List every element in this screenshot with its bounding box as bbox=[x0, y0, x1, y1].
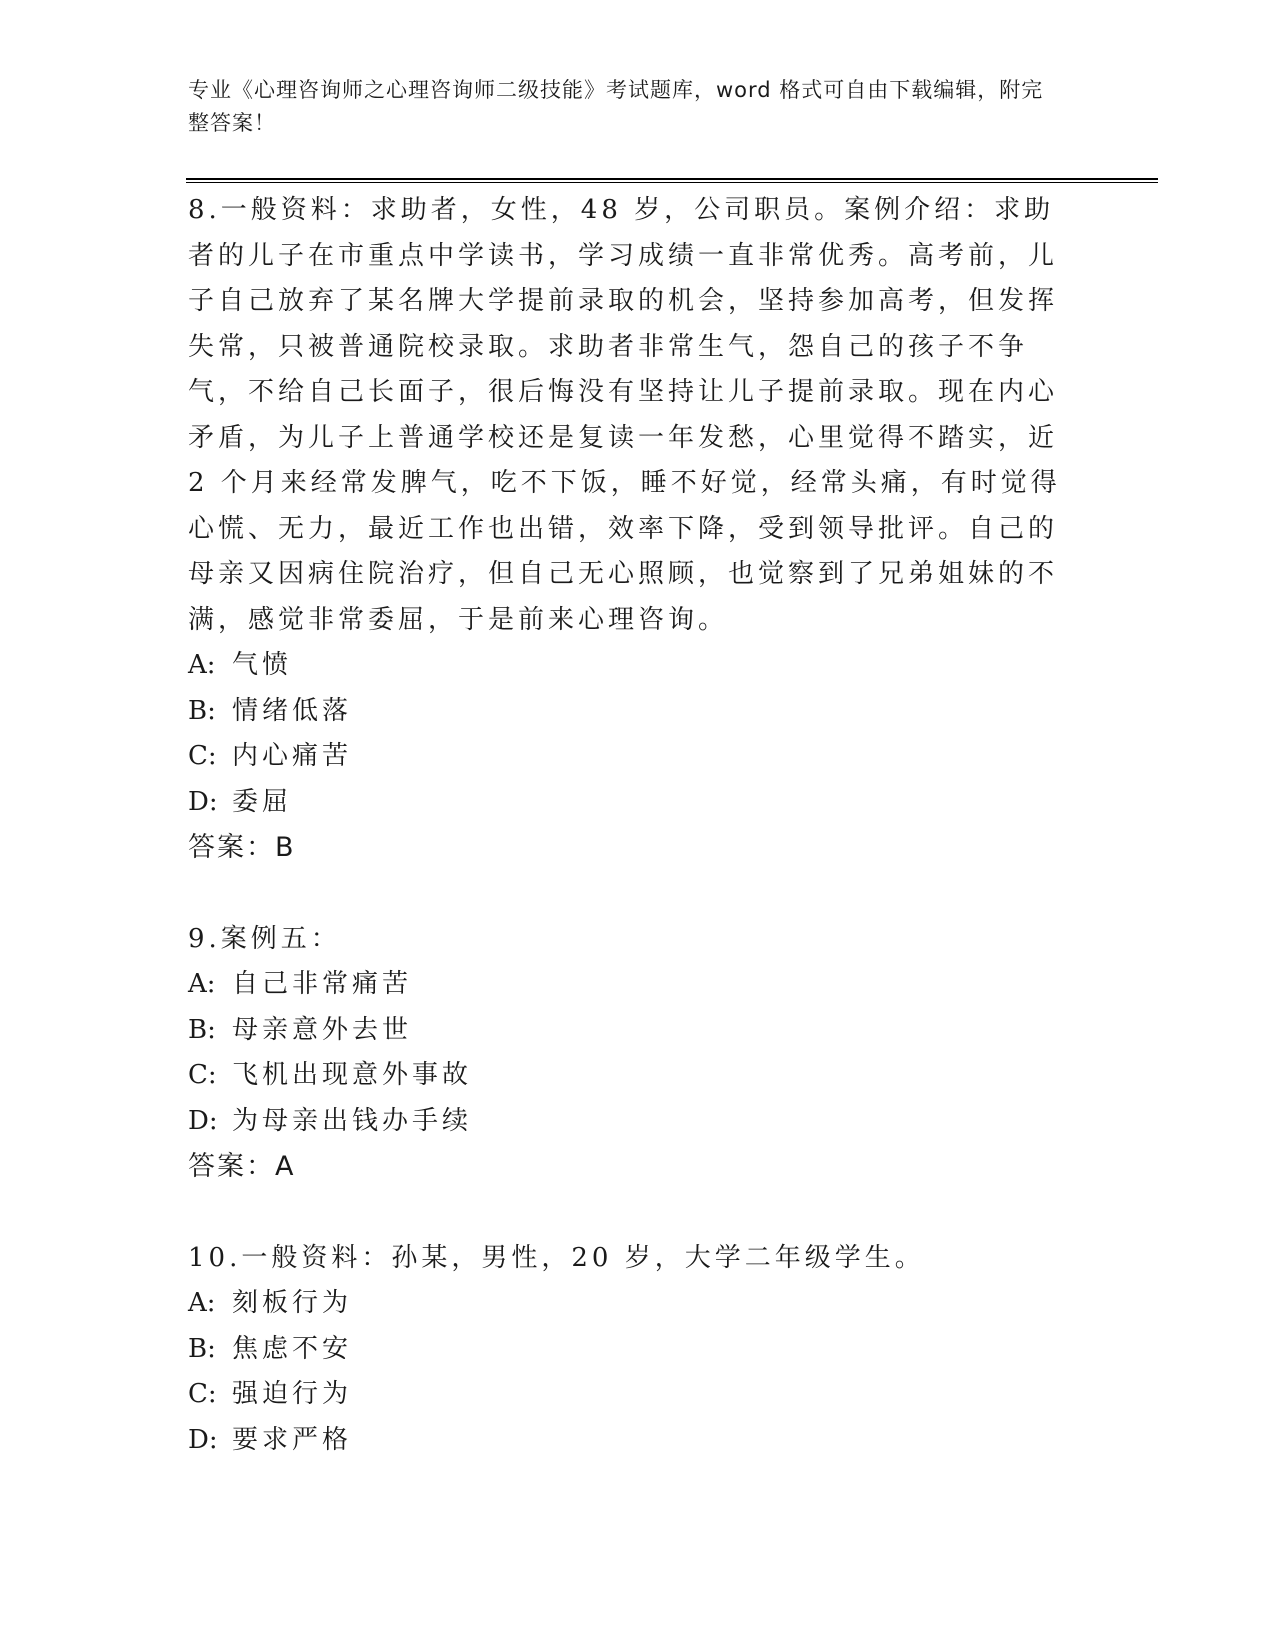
spacer bbox=[188, 871, 1068, 917]
option-key: A: bbox=[188, 650, 216, 680]
question-text: 9.案例五： bbox=[188, 923, 341, 954]
question-9 bbox=[188, 917, 1068, 1190]
option-b bbox=[188, 1327, 1068, 1373]
option-key: A: bbox=[188, 1288, 216, 1318]
option-c bbox=[188, 734, 1068, 780]
question-8 bbox=[188, 188, 1068, 871]
option-key: B: bbox=[188, 1014, 216, 1045]
option-key: C: bbox=[188, 741, 217, 771]
option-key: B: bbox=[188, 1333, 216, 1364]
option-text: 气愤 bbox=[232, 650, 293, 680]
option-d bbox=[188, 780, 1068, 826]
option-text: 委屈 bbox=[232, 786, 293, 817]
question-text: 10.一般资料：孙某，男性，20 岁，大学二年级学生。 bbox=[188, 1242, 925, 1273]
option-text: 飞机出现意外事故 bbox=[232, 1060, 473, 1090]
answer: 答案：B bbox=[188, 832, 296, 863]
option-text: 情绪低落 bbox=[232, 695, 353, 726]
document-header: 专业《心理咨询师之心理咨询师二级技能》考试题库，word 格式可自由下载编辑，附完整答案！ bbox=[188, 78, 1044, 135]
question-text: 8.一般资料：求助者，女性，48 岁，公司职员。案例介绍：求助者的儿子在市重点中学读书，学习成绩一直非常优秀。高考前，儿子自己放弃了某名牌大学提前录取的机会，坚持参加高考，但发挥失常，只被普通院校录取。求助者非常生气，怨自己的孩子不争气，不给自己长面子，很后悔没有坚持让儿子提前录取。现在内心矛盾，为儿子上普通学校还是复读一年发愁，心里觉得不踏实，近 2 个月来经常发脾气，吃不下饭，睡不好觉，经常头痛，有时觉得心慌、无力，最近工作也出错，效率下降，受到领导批评。自己的母亲又因病住院治疗，但自己无心照顾，也觉察到了兄弟姐妹的不满，感觉非常委屈，于是前来心理咨询。 bbox=[188, 195, 1061, 635]
option-key: B: bbox=[188, 695, 216, 726]
question-list bbox=[188, 188, 1068, 1463]
option-a bbox=[188, 962, 1068, 1008]
option-key: D: bbox=[188, 1105, 218, 1136]
option-text: 强迫行为 bbox=[232, 1379, 353, 1409]
option-key: D: bbox=[188, 786, 218, 817]
header-divider bbox=[186, 178, 1158, 183]
option-c bbox=[188, 1372, 1068, 1418]
option-key: C: bbox=[188, 1379, 217, 1409]
option-d bbox=[188, 1418, 1068, 1464]
option-b bbox=[188, 1008, 1068, 1054]
question-10 bbox=[188, 1236, 1068, 1464]
option-text: 母亲意外去世 bbox=[232, 1014, 413, 1045]
spacer bbox=[188, 1190, 1068, 1236]
option-text: 刻板行为 bbox=[232, 1288, 353, 1318]
option-key: A: bbox=[188, 969, 216, 999]
option-c bbox=[188, 1053, 1068, 1099]
option-text: 焦虑不安 bbox=[232, 1333, 353, 1364]
option-key: C: bbox=[188, 1060, 217, 1090]
option-a bbox=[188, 643, 1068, 689]
answer: 答案：A bbox=[188, 1151, 296, 1182]
option-text: 要求严格 bbox=[232, 1424, 353, 1455]
option-b bbox=[188, 689, 1068, 735]
option-text: 为母亲出钱办手续 bbox=[232, 1105, 473, 1136]
option-text: 自己非常痛苦 bbox=[232, 969, 413, 999]
option-key: D: bbox=[188, 1424, 218, 1455]
option-d bbox=[188, 1099, 1068, 1145]
option-a bbox=[188, 1281, 1068, 1327]
option-text: 内心痛苦 bbox=[232, 741, 353, 771]
